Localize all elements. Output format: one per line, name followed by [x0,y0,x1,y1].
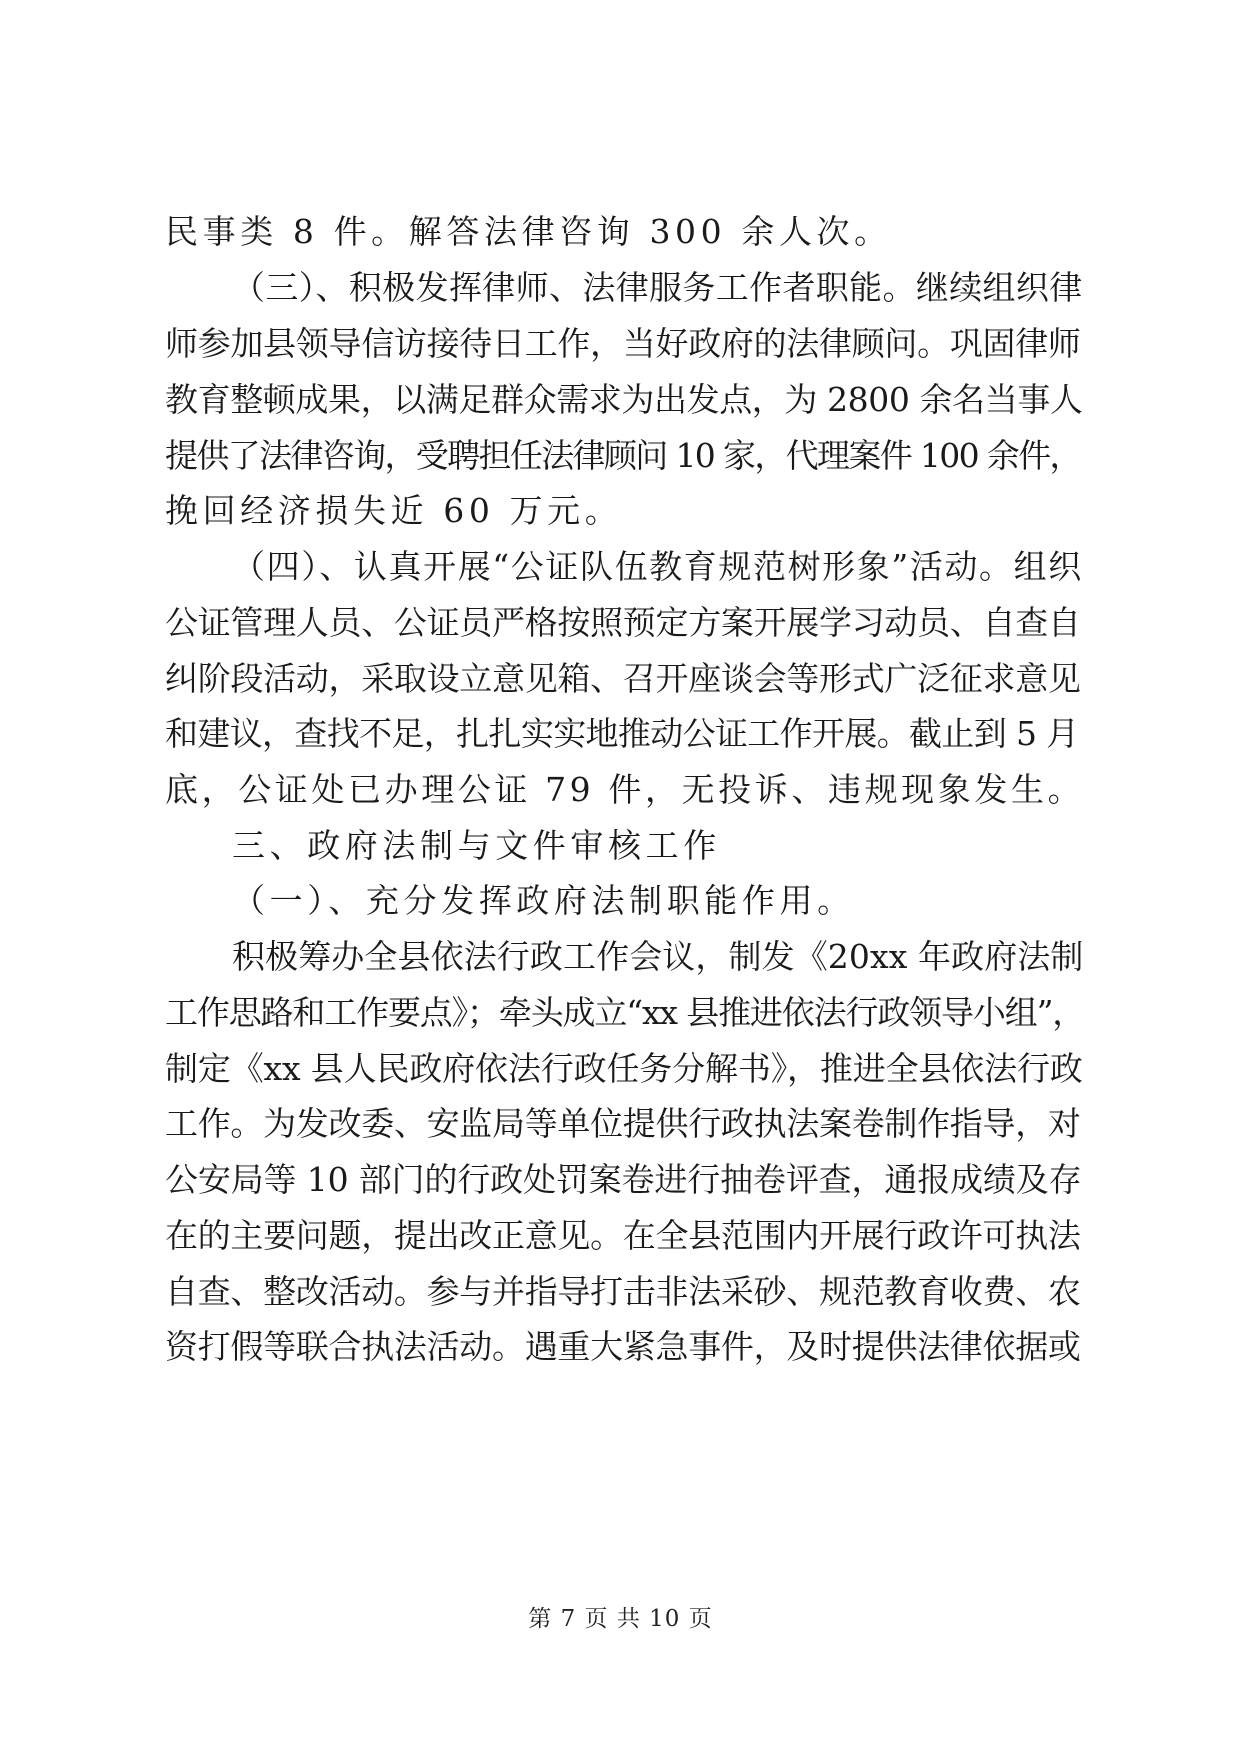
text-line-2: （三）、积极发挥律师、法律服务工作者职能。继续组织律 [232,268,1083,307]
subsection-heading: （一）、充分发挥政府法制职能作用。 [232,881,855,920]
text-line-3: 师参加县领导信访接待日工作，当好政府的法律顾问。巩固律师 [165,324,1081,363]
text-line-20: 自查、整改活动。参与并指导打击非法采砂、规范教育收费、农 [165,1272,1081,1311]
text-line-10: 和建议，查找不足，扎扎实实地推动公证工作开展。截止到 5 月 [165,714,1079,753]
text-line-6: 挽回经济损失近 60 万元。 [165,491,623,530]
text-line-14: 积极筹办全县依法行政工作会议，制发《20xx 年政府法制 [232,937,1084,976]
text-line-17: 工作。为发改委、安监局等单位提供行政执法案卷制作指导，对 [165,1104,1081,1143]
text-line-4: 教育整顿成果，以满足群众需求为出发点，为 2800 余名当事人 [165,380,1083,419]
text-line-8: 公证管理人员、公证员严格按照预定方案开展学习动员、自查自 [165,603,1081,642]
text-line-9: 纠阶段活动，采取设立意见箱、召开座谈会等形式广泛征求意见 [165,659,1081,698]
text-line-15: 工作思路和工作要点》；牵头成立“xx 县推进依法行政领导小组”， [165,993,1085,1032]
text-line-18: 公安局等 10 部门的行政处罚案卷进行抽卷评查，通报成绩及存 [165,1160,1082,1199]
page-number-footer: 第 7 页 共 10 页 [528,1606,713,1632]
text-line-21: 资打假等联合执法活动。遇重大紧急事件，及时提供法律依据或 [165,1327,1081,1366]
text-line-11: 底，公证处已办理公证 79 件，无投诉、违规现象发生。 [165,770,1085,809]
text-line-19: 在的主要问题，提出改正意见。在全县范围内开展行政许可执法 [165,1216,1081,1255]
text-line-16: 制定《xx 县人民政府依法行政任务分解书》，推进全县依法行政 [165,1049,1083,1088]
text-line-1: 民事类 8 件。解答法律咨询 300 余人次。 [165,212,892,251]
section-heading: 三、政府法制与文件审核工作 [232,826,721,865]
text-line-5: 提供了法律咨询，受聘担任法律顾问 10 家，代理案件 100 余件， [165,436,1081,475]
text-line-7: （四）、认真开展“公证队伍教育规范树形象”活动。组织 [232,547,1083,586]
